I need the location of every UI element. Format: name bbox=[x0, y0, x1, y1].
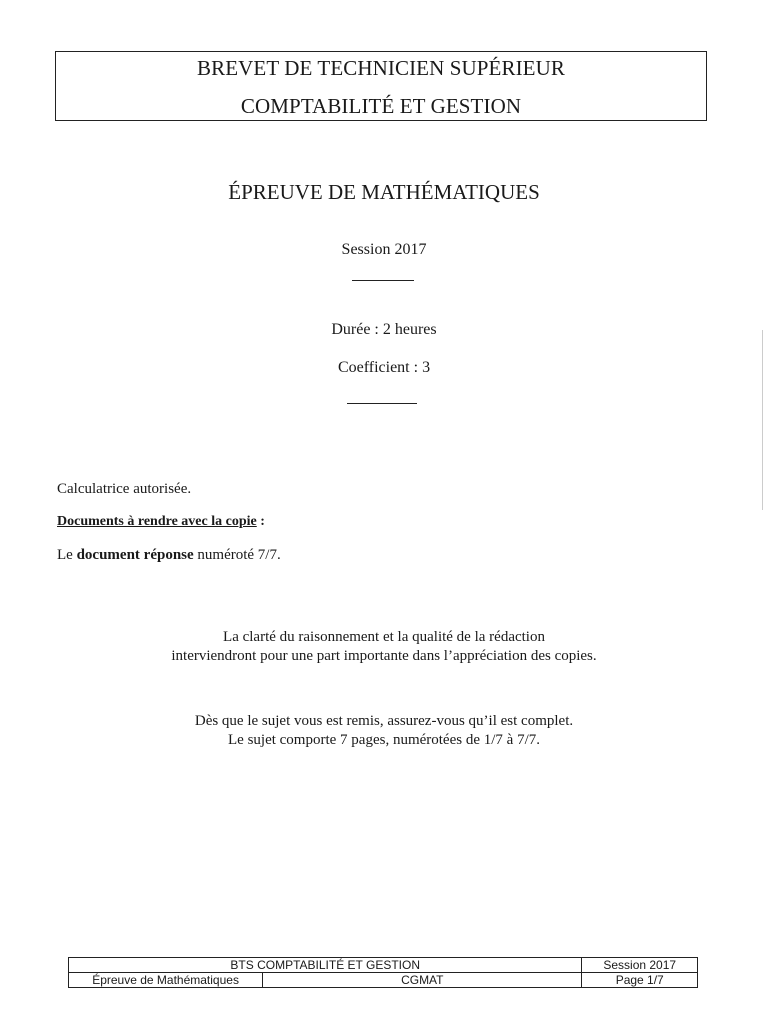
clarity-note-line-1: La clarté du raisonnement et la qualité de la rédaction bbox=[223, 629, 545, 645]
header-title-line-1: BREVET DE TECHNICIEN SUPÉRIEUR bbox=[197, 56, 565, 80]
completeness-note bbox=[0, 712, 768, 750]
calculator-note: Calculatrice autorisée. bbox=[57, 481, 192, 497]
footer-row bbox=[69, 973, 698, 988]
divider-rule bbox=[347, 403, 417, 404]
completeness-note-line-2: Le sujet comporte 7 pages, numérotées de 1/7 à 7/7. bbox=[228, 732, 540, 748]
exam-title: ÉPREUVE DE MATHÉMATIQUES bbox=[228, 180, 540, 204]
footer-page: Page 1/7 bbox=[582, 973, 698, 988]
completeness-note-line-1: Dès que le sujet vous est remis, assurez-vous qu’il est complet. bbox=[194, 713, 574, 729]
exam-duration: Durée : 2 heures bbox=[331, 321, 437, 338]
footer-row bbox=[69, 958, 698, 973]
document-prefix: Le bbox=[57, 547, 77, 563]
footer-code: CGMAT bbox=[263, 973, 582, 988]
scan-margin-line bbox=[762, 330, 763, 510]
document-answer-line bbox=[57, 547, 281, 564]
exam-coefficient: Coefficient : 3 bbox=[337, 359, 431, 376]
footer-table bbox=[68, 957, 698, 988]
header-title-line-2: COMPTABILITÉ ET GESTION bbox=[240, 94, 522, 118]
footer-program: BTS COMPTABILITÉ ET GESTION bbox=[69, 958, 582, 973]
header-box bbox=[55, 51, 707, 121]
footer-subject: Épreuve de Mathématiques bbox=[69, 973, 263, 988]
document-bold: document réponse bbox=[76, 547, 194, 563]
divider-rule bbox=[352, 280, 414, 281]
documents-heading bbox=[57, 514, 265, 530]
footer-session: Session 2017 bbox=[582, 958, 698, 973]
document-suffix: numéroté 7/7. bbox=[193, 547, 281, 563]
documents-colon: : bbox=[256, 514, 265, 529]
documents-label: Documents à rendre avec la copie bbox=[57, 514, 257, 529]
exam-session: Session 2017 bbox=[341, 241, 427, 258]
clarity-note-line-2: interviendront pour une part importante dans l’appréciation des copies. bbox=[171, 648, 597, 664]
clarity-note bbox=[0, 628, 768, 666]
